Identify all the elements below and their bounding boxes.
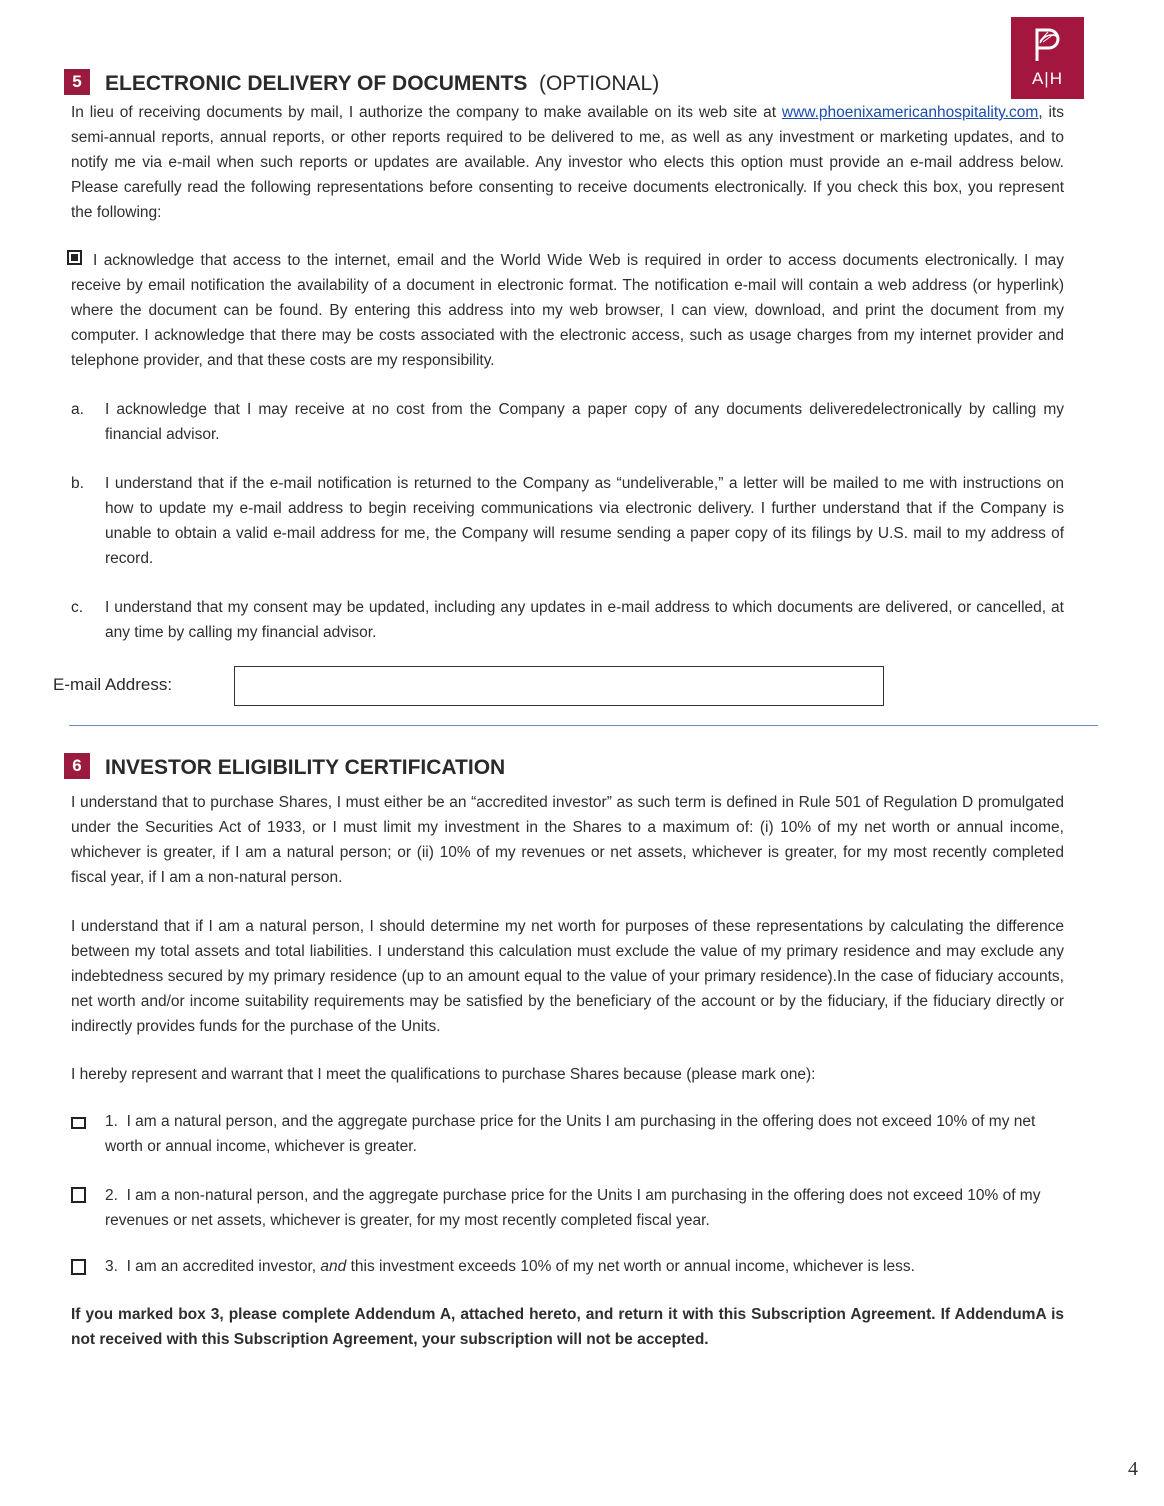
option-2 — [105, 1183, 1077, 1233]
eligibility-paragraph-1: I understand that to purchase Shares, I must either be an “accredited investor” as such term is defined in Rule 501 of Regulation D promulgated under the Securities Act of 1933, or I must limit my investment in the Shares to a maximum of: (i) 10% of my net worth or annual income, whichever is greater, if I am a natural person; or (ii) 10% of my revenues or net assets, whichever is greater, for my most recently completed fiscal year, if I am a non-natural person. — [71, 794, 1064, 886]
option-text-continued: this investment exceeds 10% of my net worth or annual income, whichever is less. — [346, 1258, 915, 1275]
item-letter-b: b. — [71, 475, 84, 492]
option-number: 2. — [105, 1187, 118, 1204]
option-1-checkbox[interactable] — [71, 1117, 86, 1129]
option-text-emphasis: and — [320, 1258, 347, 1275]
eligibility-paragraph-2: I understand that if I am a natural person, I should determine my net worth for purposes of these representations by calculating the difference between my total assets and total liabilities. I understand this calculation must exclude the value of my primary residence and may exclude any indebtedness secured by my primary residence (up to an amount equal to the value of your primary residence).In the case of fiduciary accounts, net worth and/or income suitability requirements may be satisfied by the beneficiary of the account or by the fiduciary, if the fiduciary directly or indirectly provides funds for the purchase of the Units. — [71, 918, 1064, 1035]
option-2-checkbox[interactable] — [71, 1187, 86, 1203]
item-letter-a: a. — [71, 401, 84, 418]
option-text: I am a natural person, and the aggregate purchase price for the Units I am purchasing in the offering does not exceed 10% of my net worth or annual income, whichever is greater. — [105, 1113, 1036, 1155]
logo-text: A|H — [1031, 69, 1064, 88]
option-text: I am an accredited investor, — [126, 1258, 321, 1275]
item-text-b: I understand that if the e-mail notification is returned to the Company as “undeliverable,” a letter will be mailed to me with instructions on how to update my e-mail address to begin receiving communications via electronic delivery. I further understand that if the Company is unable to obtain a valid e-mail address for me, the Company will resume sending a paper copy of its filings by U.S. mail to my address of record. — [105, 475, 1064, 567]
intro-text: In lieu of receiving documents by mail, I authorize the company to make available on its web site at — [71, 104, 782, 121]
electronic-delivery-intro — [71, 100, 1064, 225]
eligibility-paragraph-3: I hereby represent and warrant that I meet the qualifications to purchase Shares because (please mark one): — [71, 1066, 816, 1083]
item-text-a: I acknowledge that I may receive at no cost from the Company a paper copy of any documents deliveredelectronically by calling my financial advisor. — [105, 401, 1064, 443]
option-text: I am a non-natural person, and the aggregate purchase price for the Units I am purchasing in the offering does not exceed 10% of my revenues or net assets, whichever is greater, for my most recently completed fiscal year. — [105, 1187, 1041, 1229]
section-number-badge: 6 — [64, 753, 90, 779]
company-logo — [1011, 17, 1084, 99]
option-1 — [105, 1109, 1077, 1159]
item-letter-c: c. — [71, 599, 84, 616]
section-title: INVESTOR ELIGIBILITY CERTIFICATION — [105, 756, 506, 779]
section-title-suffix: (OPTIONAL) — [539, 72, 660, 95]
option-3-checkbox[interactable] — [71, 1259, 86, 1275]
email-label: E-mail Address: — [53, 675, 173, 694]
email-address-input[interactable] — [234, 666, 884, 706]
section-number-badge: 5 — [64, 69, 90, 95]
intro-text-continued: , its semi-annual reports, annual reports, or other reports required to be delivered to me, as well as any investment or marketing updates, and to notify me via e-mail when such reports or updates are available. Any investor who elects this option must provide an e-mail address below. Please carefully read the following representations before consenting to receive documents electronically. If you check this box, you represent the following: — [71, 104, 1064, 221]
company-website-link[interactable]: www.phoenixamericanhospitality.com — [781, 104, 1039, 121]
acknowledge-paragraph: I acknowledge that access to the internet, email and the World Wide Web is required in order to access documents electronically. I may receive by email notification the availability of a document in electronic format. The notification e-mail will contain a web address (or hyperlink) where the document can be found. By entering this address into my web browser, I can view, download, and print the document from my computer. I acknowledge that there may be costs associated with the electronic access, such as usage charges from my internet provider and telephone provider, and that these costs are my responsibility. — [71, 252, 1064, 369]
page-number: 4 — [1128, 1458, 1138, 1480]
section-divider — [69, 725, 1098, 726]
option-3 — [105, 1254, 1077, 1279]
option-number: 3. — [105, 1258, 118, 1275]
section-title-text: ELECTRONIC DELIVERY OF DOCUMENTS — [105, 72, 528, 95]
option-number: 1. — [105, 1113, 118, 1130]
phoenix-p-logo-icon — [1034, 27, 1062, 63]
addendum-note: If you marked box 3, please complete Addendum A, attached hereto, and return it with this Subscription Agreement. If AddendumA is not received with this Subscription Agreement, your subscription will not be accepted. — [71, 1306, 1064, 1348]
item-text-c: I understand that my consent may be updated, including any updates in e-mail address to which documents are delivered, or cancelled, at any time by calling my financial advisor. — [105, 599, 1064, 641]
section-title — [105, 72, 659, 96]
